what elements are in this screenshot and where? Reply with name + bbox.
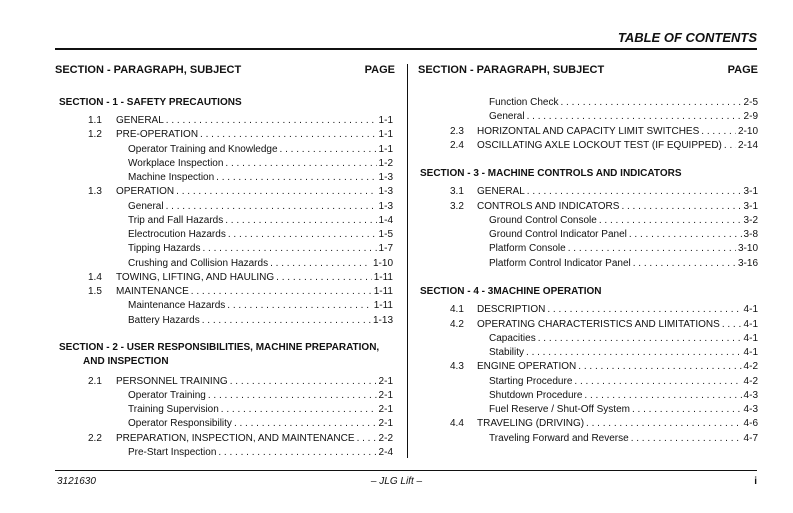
leader-dots	[547, 303, 741, 316]
entry-title: GENERAL	[477, 186, 525, 197]
entry-title: OSCILLATING AXLE LOCKOUT TEST (IF EQUIPPED)	[477, 140, 722, 151]
leader-dots	[202, 314, 371, 327]
column-header-page: PAGE	[364, 64, 395, 76]
entry-page: 4-2	[743, 376, 758, 387]
leader-dots	[599, 214, 742, 227]
entry-number: 1.5	[88, 286, 102, 297]
leader-dots	[578, 360, 741, 373]
entry-title: Function Check	[489, 97, 559, 108]
entry-title: OPERATION	[116, 186, 175, 197]
entry-title: Maintenance Hazards	[128, 300, 226, 311]
section-heading-text: AND INSPECTION	[83, 356, 169, 367]
entry-title: HORIZONTAL AND CAPACITY LIMIT SWITCHES	[477, 126, 700, 137]
toc-subentry	[55, 389, 395, 402]
leader-dots	[234, 417, 377, 430]
toc-entry	[55, 128, 395, 141]
entry-page: 4-6	[743, 418, 758, 429]
leader-dots	[724, 139, 736, 152]
entry-page: 2-14	[737, 140, 758, 151]
entry-title: Battery Hazards	[128, 315, 200, 326]
entry-page: 1-11	[373, 300, 393, 311]
entry-title: CONTROLS AND INDICATORS	[477, 201, 620, 212]
leader-dots	[527, 185, 742, 198]
entry-page: 1-3	[378, 172, 393, 183]
section-heading-text: SECTION - 4 - 3MACHINE OPERATION	[420, 286, 602, 297]
toc-entry	[418, 417, 758, 430]
entry-title: GENERAL	[116, 115, 164, 126]
entry-page: 4-3	[743, 390, 758, 401]
doc-number: 3121630	[57, 476, 96, 487]
leader-dots	[280, 143, 377, 156]
toc-subentry	[55, 228, 395, 241]
entry-title: Operator Responsibility	[128, 418, 232, 429]
entry-title: Traveling Forward and Reverse	[489, 433, 629, 444]
page-title: TABLE OF CONTENTS	[617, 30, 757, 45]
entry-title: Capacities	[489, 333, 536, 344]
entry-title: DESCRIPTION	[477, 304, 546, 315]
leader-dots	[270, 257, 371, 270]
toc-subentry	[418, 110, 758, 123]
entry-title: Workplace Inspection	[128, 158, 224, 169]
entry-title: Training Supervision	[128, 404, 219, 415]
entry-page: 1-10	[372, 258, 393, 269]
leader-dots	[225, 214, 376, 227]
leader-dots	[357, 432, 377, 445]
entry-title: TOWING, LIFTING, AND HAULING	[116, 272, 275, 283]
entry-page: 4-1	[743, 304, 758, 315]
section-heading-text: SECTION - 2 - USER RESPONSIBILITIES, MACHINE PREPARATION,	[59, 342, 380, 353]
toc-entry	[418, 303, 758, 316]
entry-page: 2-2	[378, 433, 393, 444]
entry-page: 1-2	[378, 158, 393, 169]
toc-subentry	[55, 403, 395, 416]
toc-entry	[418, 185, 758, 198]
leader-dots	[216, 171, 376, 184]
section-heading	[55, 96, 395, 109]
leader-dots	[632, 403, 742, 416]
entry-number: 4.1	[450, 304, 464, 315]
leader-dots	[574, 375, 741, 388]
entry-title: General	[489, 111, 525, 122]
entry-page: 3-1	[743, 186, 758, 197]
entry-title: Pre-Start Inspection	[128, 447, 217, 458]
entry-title: Trip and Fall Hazards	[128, 215, 224, 226]
entry-title: MAINTENANCE	[116, 286, 189, 297]
section-heading	[55, 341, 395, 354]
entry-page: 2-1	[378, 418, 393, 429]
toc-entry	[418, 360, 758, 373]
toc-subentry	[418, 403, 758, 416]
entry-title: Operator Training	[128, 390, 206, 401]
section-heading	[55, 355, 395, 368]
entry-page: 2-4	[378, 447, 393, 458]
entry-page: 1-3	[378, 186, 393, 197]
leader-dots	[276, 271, 372, 284]
toc-entry	[55, 285, 395, 298]
entry-page: 1-11	[373, 286, 393, 297]
leader-dots	[227, 299, 371, 312]
entry-page: 1-1	[378, 129, 393, 140]
entry-title: Fuel Reserve / Shut-Off System	[489, 404, 630, 415]
leader-dots	[166, 200, 377, 213]
toc-entry	[418, 139, 758, 152]
entry-title: Stability	[489, 347, 525, 358]
toc-subentry	[418, 389, 758, 402]
entry-number: 1.2	[88, 129, 102, 140]
entry-page: 1-5	[378, 229, 393, 240]
entry-number: 1.3	[88, 186, 102, 197]
leader-dots	[191, 285, 372, 298]
entry-title: PREPARATION, INSPECTION, AND MAINTENANCE	[116, 433, 355, 444]
toc-subentry	[418, 432, 758, 445]
entry-page: 2-9	[743, 111, 758, 122]
leader-dots	[208, 389, 377, 402]
toc-entry	[418, 200, 758, 213]
entry-number: 2.1	[88, 376, 102, 387]
leader-dots	[560, 96, 741, 109]
leader-dots	[538, 332, 742, 345]
toc-subentry	[418, 346, 758, 359]
toc-subentry	[55, 242, 395, 255]
entry-number: 1.4	[88, 272, 102, 283]
toc-entry	[418, 318, 758, 331]
entry-title: Platform Console	[489, 243, 566, 254]
entry-page: 2-10	[737, 126, 758, 137]
leader-dots	[722, 318, 742, 331]
entry-title: General	[128, 201, 164, 212]
entry-page: 1-1	[378, 115, 393, 126]
entry-page: 4-1	[743, 319, 758, 330]
entry-page: 3-8	[743, 229, 758, 240]
entry-page: 4-1	[743, 347, 758, 358]
entry-page: 1-11	[373, 272, 393, 283]
leader-dots	[633, 257, 736, 270]
section-heading	[418, 167, 758, 180]
entry-number: 4.3	[450, 361, 464, 372]
toc-entry	[418, 125, 758, 138]
toc-subentry	[418, 214, 758, 227]
toc-subentry	[55, 299, 395, 312]
leader-dots	[228, 228, 377, 241]
leader-dots	[527, 110, 742, 123]
entry-page: 2-1	[378, 376, 393, 387]
leader-dots	[221, 403, 377, 416]
entry-number: 2.3	[450, 126, 464, 137]
entry-page: 1-3	[378, 201, 393, 212]
column-divider	[407, 64, 408, 458]
toc-entry	[55, 432, 395, 445]
entry-title: TRAVELING (DRIVING)	[477, 418, 585, 429]
column-header-page: PAGE	[727, 64, 758, 76]
toc-subentry	[55, 257, 395, 270]
entry-page: 2-1	[378, 390, 393, 401]
entry-page: 4-2	[743, 361, 758, 372]
toc-subentry	[418, 332, 758, 345]
entry-number: 4.4	[450, 418, 464, 429]
entry-page: 3-2	[743, 215, 758, 226]
entry-number: 2.2	[88, 433, 102, 444]
toc-entry	[55, 375, 395, 388]
entry-page: 2-1	[378, 404, 393, 415]
toc-subentry	[55, 143, 395, 156]
leader-dots	[225, 157, 376, 170]
toc-subentry	[418, 375, 758, 388]
leader-dots	[586, 417, 742, 430]
leader-dots	[584, 389, 741, 402]
entry-page: 4-1	[743, 333, 758, 344]
section-heading	[418, 285, 758, 298]
entry-page: 3-16	[737, 258, 758, 269]
entry-title: Shutdown Procedure	[489, 390, 583, 401]
entry-title: Operator Training and Knowledge	[128, 144, 278, 155]
footer-rule	[55, 470, 757, 471]
entry-title: OPERATING CHARACTERISTICS AND LIMITATIONS	[477, 319, 720, 330]
entry-number: 1.1	[88, 115, 102, 126]
entry-page: 3-10	[737, 243, 758, 254]
toc-subentry	[55, 171, 395, 184]
entry-title: Platform Control Indicator Panel	[489, 258, 631, 269]
entry-title: PERSONNEL TRAINING	[116, 376, 228, 387]
entry-page: 1-13	[372, 315, 393, 326]
toc-subentry	[55, 314, 395, 327]
entry-number: 4.2	[450, 319, 464, 330]
leader-dots	[166, 114, 377, 127]
leader-dots	[568, 242, 736, 255]
toc-subentry	[55, 417, 395, 430]
leader-dots	[200, 128, 377, 141]
entry-page: 1-4	[378, 215, 393, 226]
leader-dots	[202, 242, 376, 255]
column-header	[55, 64, 395, 78]
leader-dots	[629, 228, 742, 241]
leader-dots	[631, 432, 742, 445]
entry-title: Ground Control Console	[489, 215, 597, 226]
header-rule	[55, 48, 757, 50]
column-header	[418, 64, 758, 78]
entry-title: Tipping Hazards	[128, 243, 201, 254]
leader-dots	[176, 185, 376, 198]
toc-subentry	[55, 214, 395, 227]
entry-title: PRE-OPERATION	[116, 129, 199, 140]
entry-page: 4-7	[743, 433, 758, 444]
entry-title: Machine Inspection	[128, 172, 215, 183]
entry-number: 3.2	[450, 201, 464, 212]
leader-dots	[230, 375, 377, 388]
toc-entry	[55, 114, 395, 127]
entry-page: 1-7	[378, 243, 393, 254]
entry-title: Electrocution Hazards	[128, 229, 226, 240]
section-heading-text: SECTION - 3 - MACHINE CONTROLS AND INDICATORS	[420, 168, 682, 179]
toc-subentry	[55, 157, 395, 170]
toc-subentry	[418, 228, 758, 241]
entry-page: 2-5	[743, 97, 758, 108]
toc-subentry	[55, 446, 395, 459]
toc-subentry	[55, 200, 395, 213]
column-header-subject: SECTION - PARAGRAPH, SUBJECT	[55, 64, 242, 76]
toc-entry	[55, 271, 395, 284]
leader-dots	[218, 446, 376, 459]
page-number: i	[754, 476, 757, 487]
toc-subentry	[418, 96, 758, 109]
entry-title: ENGINE OPERATION	[477, 361, 577, 372]
toc-subentry	[418, 242, 758, 255]
entry-title: Ground Control Indicator Panel	[489, 229, 627, 240]
entry-page: 4-3	[743, 404, 758, 415]
entry-number: 3.1	[450, 186, 464, 197]
section-heading-text: SECTION - 1 - SAFETY PRECAUTIONS	[59, 97, 242, 108]
toc-entry	[55, 185, 395, 198]
column-header-subject: SECTION - PARAGRAPH, SUBJECT	[418, 64, 605, 76]
entry-title: Starting Procedure	[489, 376, 573, 387]
leader-dots	[701, 125, 736, 138]
entry-page: 3-1	[743, 201, 758, 212]
entry-title: Crushing and Collision Hazards	[128, 258, 269, 269]
entry-number: 2.4	[450, 140, 464, 151]
toc-subentry	[418, 257, 758, 270]
leader-dots	[526, 346, 742, 359]
entry-page: 1-1	[378, 144, 393, 155]
footer-brand: – JLG Lift –	[370, 476, 423, 487]
leader-dots	[621, 200, 741, 213]
